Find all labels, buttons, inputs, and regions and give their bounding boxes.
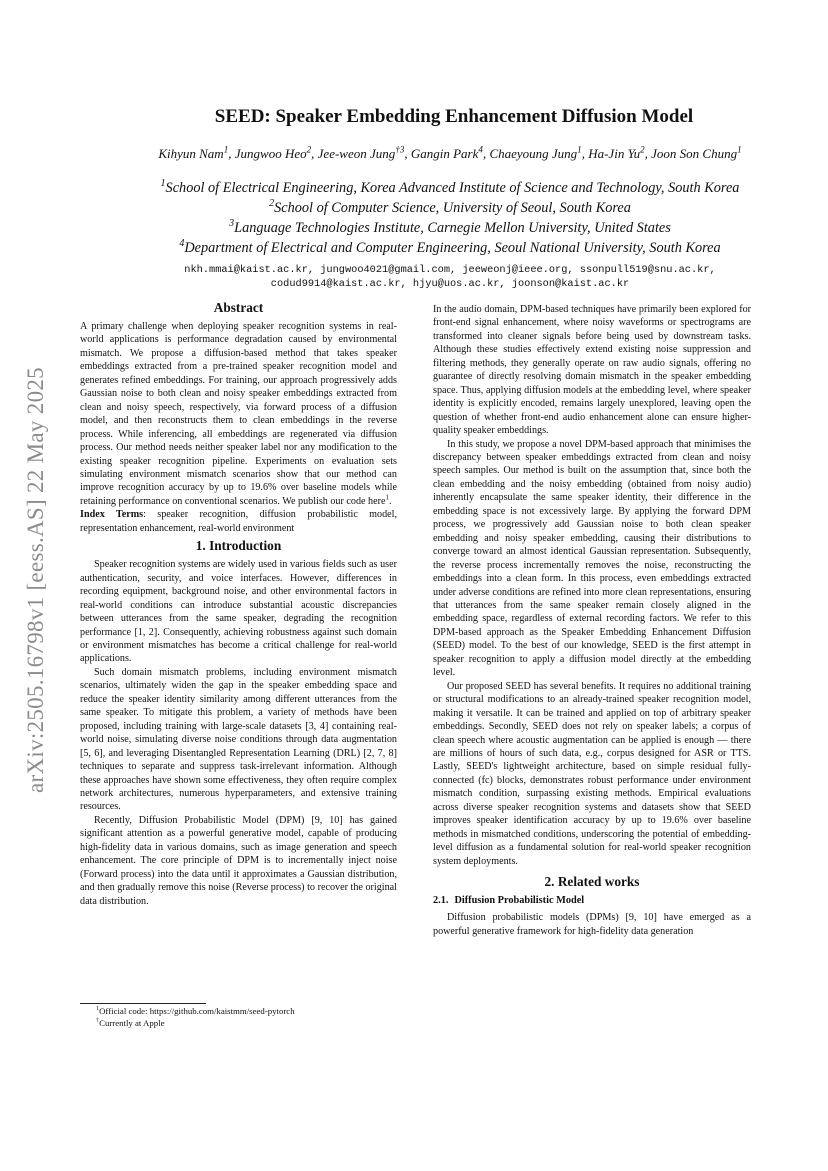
left-column: [80, 320, 397, 908]
paragraph: Diffusion probabilistic models (DPMs) [9, 10] have emerged as a powerful generative framework for high-fidelity data generation: [433, 912, 751, 937]
affiliation-mark: 2: [269, 198, 275, 210]
subsection-number: 2.1.: [433, 895, 449, 907]
author-affiliation-mark: 1: [223, 144, 229, 155]
affiliation-mark: 1: [160, 178, 166, 190]
author-list: Kihyun Nam$^1$, Jungwoo Heo$^2$, Jee-weon Jung$^{\dagger 3}$, Gangin Park$^4$, Chaeyoung Jung$^1$, Ha-Jin Yu$^2$, Joon Son Chung$^1$: [158, 144, 742, 161]
affiliation-mark: 4: [179, 238, 185, 250]
paper-title: SEED: Speaker Embedding Enhancement Diffusion Model: [214, 106, 694, 127]
footnote-rule: [80, 1003, 206, 1004]
footnote-text: Currently at Apple: [99, 1017, 165, 1028]
author-name: Kihyun Nam: [158, 146, 224, 161]
footnote-mark: 1: [96, 1006, 100, 1013]
email-list: [70, 263, 828, 291]
footnote-text: Official code: https://github.com/kaistmm/seed-pytorch: [99, 1006, 295, 1016]
paragraph: Recently, Diffusion Probabilistic Model (DPM) [9, 10] has gained significant attention as a powerful generative model, capable of producing high-fidelity data in various domains, such as image generation and speech enhancement. The core principle of DPM is to incrementally inject noise (Forward process) into the data until it approximates a Gaussian distribution, and then gradually remove this noise (Reverse process) to recover the original data distribution.: [80, 814, 397, 907]
author-affiliation-mark: 1: [737, 144, 742, 155]
author-name: Chaeyoung Jung: [489, 146, 578, 161]
paragraph: In the audio domain, DPM-based techniques have primarily been explored for front-end signal enhancement, where noisy waveforms or spectrograms are transformed into cleaner signals before being used by downstream tasks. Although these studies effectively extend existing noise suppression and filtering methods, they generally operate on raw audio signals, offering no guarantee of directly resolving domain mismatch in the speaker embedding space. Thus, applying diffusion models at the embedding level, where speaker identity is explicitly encoded, remains largely unexplored, leaving open the question of whether front-end audio enhancement alone can ensure higher-quality speaker embeddings.: [433, 304, 751, 437]
paragraph: Speaker recognition systems are widely used in various fields such as user authentication, security, and voice interfaces. However, differences in recording equipment, background noise, and other environmental factors in real-world conditions can introduce substantial acoustic discrepancies between utterances from the same speaker, degrading the recognition performance [1, 2]. Consequently, achieving robustness against such domain or environment mismatches has become a critical challenge for real-world applications.: [80, 559, 397, 665]
index-terms: [80, 508, 397, 535]
affiliation-line: [70, 200, 828, 217]
affiliation-line: [70, 180, 828, 197]
abstract-text: [80, 320, 397, 508]
paragraph: In this study, we propose a novel DPM-based approach that minimises the discrepancy between speaker embeddings extracted from clean and noisy speech samples. Our method is built on the assumption that, since both the clean embedding and the noisy embedding (obtained from noisy audio) inherently encapsulate the same speaker identity, their difference in the embedding space is not excessively large. By applying the forward DPM process, we progressively add Gaussian noise to both clean speaker embedding and noisy speaker embedding, causing their distributions to converge toward an almost identical Gaussian representation. Subsequently, the reverse process incrementally removes the noise, reconstructing the embeddings into a clean form. In this process, even embeddings extracted under adverse conditions are refined into more clean representations, ensuring that utterances from the same speaker remain closely aligned in the embedding space, regardless of external recording factors. We refer to this DPM-based approach as the Speaker Embedding Enhancement Diffusion (SEED) model. To the best of our knowledge, SEED is the first attempt in speaker recognition to apply a diffusion model directly at the embedding level.: [433, 438, 751, 679]
arxiv-sidebar-stamp: [14, 330, 58, 830]
footnote: [96, 1006, 295, 1018]
right-column: [433, 303, 751, 938]
affiliation-text: School of Computer Science, University of Seoul, South Korea: [274, 200, 631, 216]
index-terms-text: : speaker recognition, diffusion probabilistic model, representation enhancement, real-world environment: [80, 509, 397, 534]
author-affiliation-mark: 1: [577, 144, 582, 155]
author-affiliation-mark: 2: [640, 144, 645, 155]
footnote-mark: 1: [385, 493, 389, 502]
arxiv-identifier: arXiv:2505.16798v1 [eess.AS] 22 May 2025: [23, 367, 48, 793]
author-name: Ha-Jin Yu: [588, 146, 641, 161]
author-name: Joon Son Chung: [651, 146, 738, 161]
paragraph: Our proposed SEED has several benefits. It requires no additional training or structural modifications to an already-trained speaker recognition model, making it versatile. It can be trained and applied on top of arbitrary speaker embeddings. Secondly, SEED does not rely on speaker labels; a corpus of clean speech where acoustic augmentation can be applied is enough — there are millions of hours of such data, e.g., corpus designed for ASR or TTS. Lastly, SEED's lightweight architecture, based on simple residual fully-connected (fc) blocks, demonstrates robust performance under environment mismatch condition, surpassing existing methods. Empirical evaluations across diverse speaker recognition systems and datasets show that SEED improves speaker identification accuracy by up to 19.6% over baseline methods in mismatched conditions, underscoring the potential of embedding-level diffusion as a fundamental solution for real-world speaker recognition system deployments.: [433, 680, 751, 867]
abstract-body: A primary challenge when deploying speaker recognition systems in real-world applications is performance degradation caused by environmental mismatch. We propose a diffusion-based method that takes speaker embeddings extracted from a pre-trained speaker recognition model and generates refined embeddings. For training, our approach progressively adds Gaussian noise to both clean and noisy speaker embeddings extracted from clean and noisy speech, respectively, via forward process of a diffusion model, and then reconstructs them to clean embeddings in the reverse process. While inferencing, all embeddings are regenerated via diffusion process. Our method needs neither speaker label nor any modification to the existing speaker recognition pipeline. Experiments on evaluation sets simulating environment mismatch scenarios show that our method can improve recognition accuracy by up to 19.6% over baseline models while retaining performance on conventional scenarios. We publish our code here: [80, 321, 397, 507]
author-name: Jungwoo Heo: [234, 146, 307, 161]
footnote: [96, 1018, 295, 1030]
footnote-mark: †: [96, 1017, 100, 1024]
author-affiliation-mark: †3: [395, 144, 405, 155]
email-line: codud9914@kaist.ac.kr, hjyu@uos.ac.kr, joonson@kaist.ac.kr: [270, 278, 630, 290]
author-affiliation-mark: 4: [478, 144, 483, 155]
subsection-title: Diffusion Probabilistic Model: [454, 895, 585, 907]
section-heading-related-works: 2. Related works: [544, 874, 640, 890]
abstract-heading: Abstract: [213, 300, 264, 315]
footnotes: [96, 1006, 295, 1029]
subsection-heading: [433, 894, 751, 907]
affiliation-text: School of Electrical Engineering, Korea Advanced Institute of Science and Technology, South Korea: [165, 180, 740, 196]
abstract-end: .: [389, 495, 392, 507]
affiliation-line: [70, 220, 828, 237]
email-line: nkh.mmai@kaist.ac.kr, jungwoo4021@gmail.com, jeeweonj@ieee.org, ssonpull519@snu.ac.kr,: [184, 264, 716, 276]
index-terms-label: Index Terms: [80, 509, 144, 521]
author-name: Jee-weon Jung: [317, 146, 396, 161]
affiliation-text: Language Technologies Institute, Carnegie Mellon University, United States: [234, 220, 671, 236]
affiliation-line: [70, 240, 828, 257]
affiliation-mark: 3: [229, 218, 235, 230]
author-name: Gangin Park: [410, 146, 479, 161]
affiliation-text: Department of Electrical and Computer Engineering, Seoul National University, South Korea: [184, 240, 721, 256]
paragraph: Such domain mismatch problems, including environment mismatch scenarios, ultimately widen the gap in the speaker embedding space and reduce the speaker identity similarity among different utterances from the same speaker. To mitigate this problem, a variety of methods have been proposed, including training with large-scale datasets [3, 4] containing real-world noise, simulating diverse noise conditions through data augmentation [5, 6], and leveraging Disentangled Representation Learning (DRL) [2, 7, 8] techniques to separate and suppress task-irrelevant information. Although these approaches have shown some effectiveness, they often require complex network architectures, numerous hyperparameters, and extensive training resources.: [80, 666, 397, 813]
section-heading-introduction: 1. Introduction: [195, 538, 282, 554]
author-affiliation-mark: 2: [306, 144, 312, 155]
